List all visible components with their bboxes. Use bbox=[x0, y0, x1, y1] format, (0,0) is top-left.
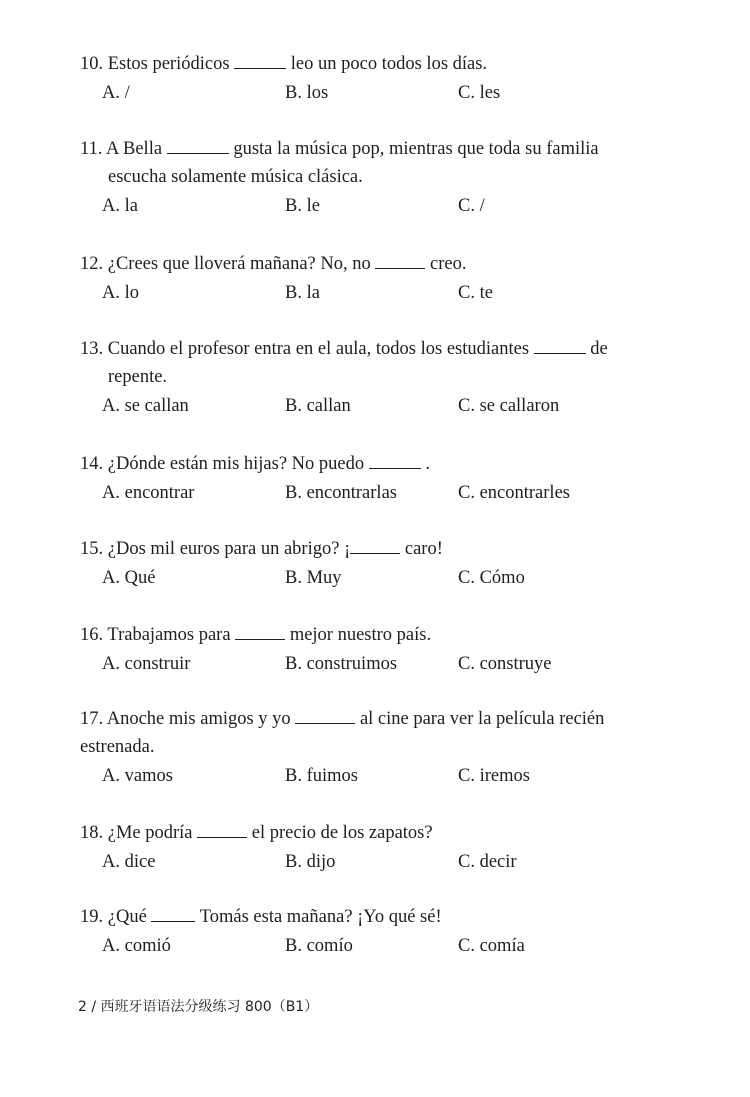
option-b[interactable]: B. dijo bbox=[285, 852, 336, 872]
question-stem bbox=[80, 535, 680, 563]
answer-options bbox=[80, 392, 680, 420]
question-19 bbox=[80, 903, 680, 960]
answer-blank bbox=[197, 823, 247, 838]
option-c[interactable]: C. les bbox=[458, 83, 501, 103]
stem-text-after: Tomás esta mañana? ¡Yo qué sé! bbox=[199, 907, 442, 927]
stem-text-before: 19. ¿Qué bbox=[80, 907, 147, 927]
option-a[interactable]: A. se callan bbox=[102, 396, 189, 416]
option-b[interactable]: B. Muy bbox=[285, 568, 342, 588]
question-stem bbox=[80, 903, 680, 931]
answer-options bbox=[80, 279, 680, 307]
stem-text-after: . bbox=[425, 454, 430, 474]
option-a[interactable]: A. lo bbox=[102, 283, 139, 303]
option-a[interactable]: A. dice bbox=[102, 852, 156, 872]
stem-text-before: 13. Cuando el profesor entra en el aula, todos los estudiantes bbox=[80, 339, 530, 359]
answer-blank bbox=[235, 625, 285, 640]
option-a[interactable]: A. vamos bbox=[102, 766, 173, 786]
option-b[interactable]: B. fuimos bbox=[285, 766, 358, 786]
stem-text-after: mejor nuestro país. bbox=[289, 625, 432, 645]
question-stem bbox=[80, 819, 680, 847]
question-stem bbox=[80, 335, 680, 391]
answer-options bbox=[80, 848, 680, 876]
answer-options bbox=[80, 932, 680, 960]
option-b[interactable]: B. los bbox=[285, 83, 329, 103]
option-b[interactable]: B. encontrarlas bbox=[285, 483, 397, 503]
question-18 bbox=[80, 819, 680, 876]
option-c[interactable]: C. decir bbox=[458, 852, 517, 872]
stem-text-after: el precio de los zapatos? bbox=[251, 823, 433, 843]
option-a[interactable]: A. comió bbox=[102, 936, 171, 956]
option-a[interactable]: A. la bbox=[102, 196, 138, 216]
stem-text-before: 12. ¿Crees que lloverá mañana? No, no bbox=[80, 254, 371, 274]
answer-blank bbox=[369, 454, 421, 469]
option-c[interactable]: C. Cómo bbox=[458, 568, 525, 588]
option-c[interactable]: C. iremos bbox=[458, 766, 530, 786]
stem-text-after: creo. bbox=[430, 254, 467, 274]
question-stem bbox=[80, 135, 680, 191]
question-stem bbox=[80, 450, 680, 478]
option-b[interactable]: B. la bbox=[285, 283, 320, 303]
page-footer: 2 / 西班牙语语法分级练习 800（B1） bbox=[78, 999, 319, 1015]
answer-blank bbox=[295, 709, 355, 724]
stem-text-after: de bbox=[590, 339, 608, 359]
stem-text-after: leo un poco todos los días. bbox=[290, 54, 488, 74]
option-c[interactable]: C. construye bbox=[458, 654, 552, 674]
answer-blank bbox=[534, 339, 586, 354]
option-c[interactable]: C. comía bbox=[458, 936, 525, 956]
option-c[interactable]: C. te bbox=[458, 283, 493, 303]
stem-text-before: 17. Anoche mis amigos y yo bbox=[80, 709, 291, 729]
question-stem bbox=[80, 50, 680, 78]
option-a[interactable]: A. / bbox=[102, 83, 130, 103]
answer-options bbox=[80, 650, 680, 678]
stem-text-after: gusta la música pop, mientras que toda su familia bbox=[233, 139, 599, 159]
option-b[interactable]: B. comío bbox=[285, 936, 353, 956]
question-17 bbox=[80, 705, 680, 790]
answer-options bbox=[80, 192, 680, 220]
stem-text-before: 10. Estos periódicos bbox=[80, 54, 230, 74]
question-11 bbox=[80, 135, 680, 220]
question-10 bbox=[80, 50, 680, 107]
answer-blank bbox=[151, 907, 195, 922]
answer-options bbox=[80, 479, 680, 507]
answer-blank bbox=[350, 539, 400, 554]
option-a[interactable]: A. Qué bbox=[102, 568, 156, 588]
question-stem bbox=[80, 250, 680, 278]
stem-text-before: 11. A Bella bbox=[80, 139, 163, 159]
question-stem bbox=[80, 705, 680, 761]
stem-continuation: repente. bbox=[108, 367, 168, 387]
answer-blank bbox=[234, 54, 286, 69]
option-b[interactable]: B. le bbox=[285, 196, 320, 216]
stem-text-after: al cine para ver la película recién bbox=[359, 709, 605, 729]
option-c[interactable]: C. encontrarles bbox=[458, 483, 570, 503]
question-15 bbox=[80, 535, 680, 592]
question-stem bbox=[80, 621, 680, 649]
stem-text-before: 16. Trabajamos para bbox=[80, 625, 231, 645]
stem-text-before: 15. ¿Dos mil euros para un abrigo? ¡ bbox=[80, 539, 351, 559]
option-b[interactable]: B. construimos bbox=[285, 654, 398, 674]
answer-blank bbox=[167, 139, 229, 154]
answer-options bbox=[80, 762, 680, 790]
question-13 bbox=[80, 335, 680, 420]
question-12 bbox=[80, 250, 680, 307]
stem-text-before: 18. ¿Me podría bbox=[80, 823, 193, 843]
option-a[interactable]: A. encontrar bbox=[102, 483, 195, 503]
stem-continuation: escucha solamente música clásica. bbox=[108, 167, 363, 187]
answer-options bbox=[80, 564, 680, 592]
option-c[interactable]: C. se callaron bbox=[458, 396, 560, 416]
option-c[interactable]: C. / bbox=[458, 196, 485, 216]
option-a[interactable]: A. construir bbox=[102, 654, 191, 674]
stem-text-before: 14. ¿Dónde están mis hijas? No puedo bbox=[80, 454, 365, 474]
stem-continuation: estrenada. bbox=[80, 737, 155, 757]
option-b[interactable]: B. callan bbox=[285, 396, 351, 416]
stem-text-after: caro! bbox=[404, 539, 443, 559]
answer-blank bbox=[375, 254, 425, 269]
answer-options bbox=[80, 79, 680, 107]
question-16 bbox=[80, 621, 680, 678]
question-14 bbox=[80, 450, 680, 507]
